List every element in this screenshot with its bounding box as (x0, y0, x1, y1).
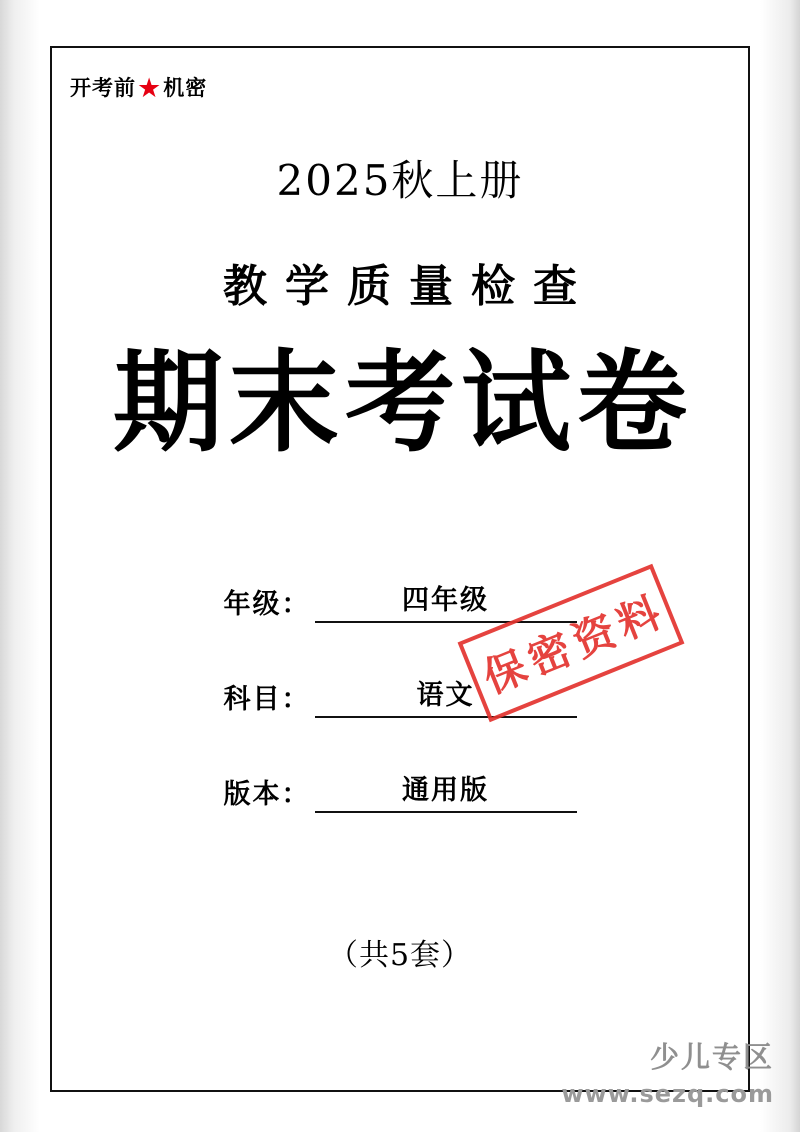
field-row-subject (52, 673, 748, 718)
secret-notice-prefix: 开考前 (70, 76, 136, 100)
watermark (561, 1035, 774, 1108)
field-value-grade: 四年级 (402, 585, 489, 616)
field-underline-edition (315, 768, 577, 813)
watermark-brand: 少儿专区 (649, 1040, 774, 1074)
confidential-stamp: 保密资料 (458, 564, 685, 722)
secret-notice-suffix: 机密 (163, 76, 208, 100)
field-value-edition: 通用版 (402, 775, 489, 806)
set-count: （共5套） (327, 938, 473, 973)
field-row-edition (52, 768, 748, 813)
watermark-url: www.sezq.com (561, 1080, 774, 1108)
field-value-subject: 语文 (416, 680, 475, 711)
title-block (52, 140, 748, 467)
page-title: 期末考试卷 (113, 339, 693, 467)
secret-notice (70, 72, 207, 102)
field-label-grade: 年级： (223, 589, 311, 620)
term-line: 2025秋上册 (276, 156, 524, 205)
field-label-subject: 科目： (223, 684, 311, 715)
field-label-edition: 版本： (223, 779, 311, 810)
subject-heading: 教学质量检查 (223, 261, 595, 312)
red-star-icon: ★ (137, 72, 163, 104)
